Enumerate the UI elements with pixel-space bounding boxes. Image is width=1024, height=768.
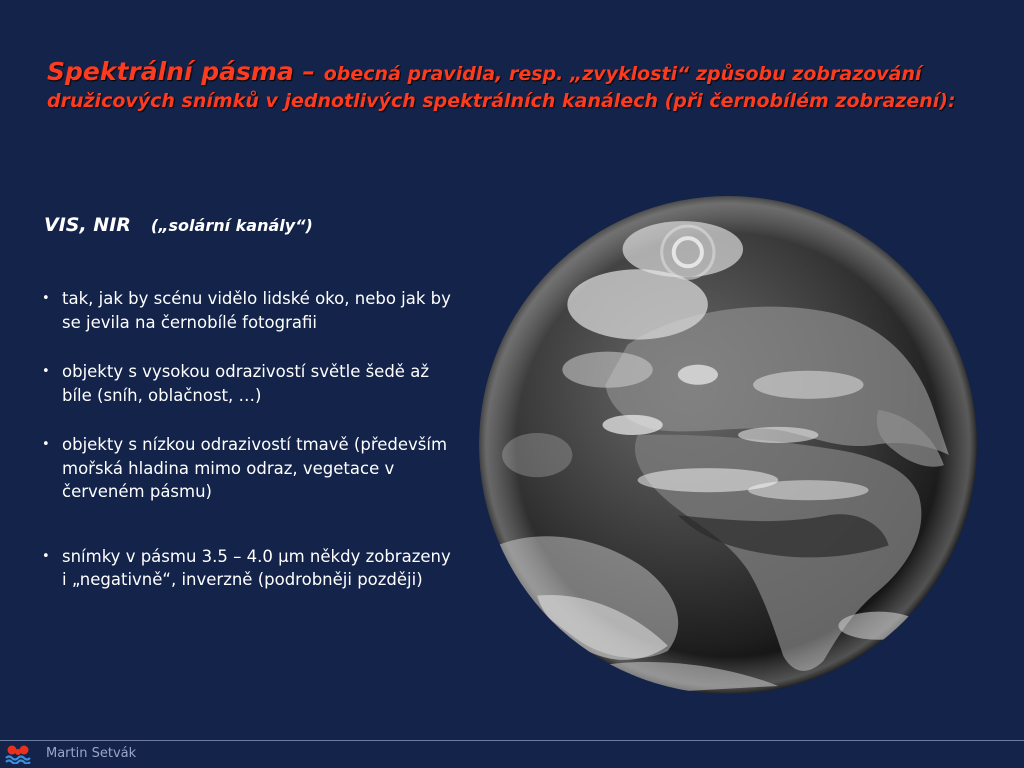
bullet-text: objekty s vysokou odrazivostí světle šedě až bíle (sníh, oblačnost, …) [62, 362, 429, 405]
bullet-icon: • [42, 291, 50, 306]
bullet-item [40, 545, 460, 592]
bullet-item [40, 287, 460, 334]
bullet-text: snímky v pásmu 3.5 – 4.0 μm někdy zobrazeny i „negativně“, inverzně (podrobněji později) [62, 546, 451, 589]
bullet-text: objekty s nízkou odrazivostí tmavě (především mořská hladina mimo odraz, vegetace v červeném pásmu) [62, 435, 448, 501]
bullet-text: tak, jak by scénu vidělo lidské oko, nebo jak by se jevila na černobílé fotografii [62, 289, 451, 332]
slide-title [47, 58, 987, 115]
logo-icon [5, 744, 31, 764]
bullet-icon: • [42, 548, 50, 564]
section-heading-paren: („solární kanály“) [150, 216, 313, 235]
footer-divider [0, 740, 1024, 741]
earth-globe-image [477, 194, 979, 696]
bullet-icon: • [42, 364, 50, 379]
bullet-item [40, 360, 460, 407]
bullet-icon: • [42, 437, 50, 452]
bullet-list [40, 287, 460, 592]
title-sub: obecná pravidla, resp. „zvyklosti“ způsobu zobrazování družicových snímků v jednotlivých spektrálních kanálech (při černobílém zobrazení): [47, 63, 956, 112]
bullet-item [40, 433, 460, 504]
footer-author: Martin Setvák [46, 746, 137, 761]
section-heading-main: VIS, NIR [44, 214, 131, 236]
title-main: Spektrální pásma – [47, 57, 324, 86]
section-heading [44, 214, 313, 236]
